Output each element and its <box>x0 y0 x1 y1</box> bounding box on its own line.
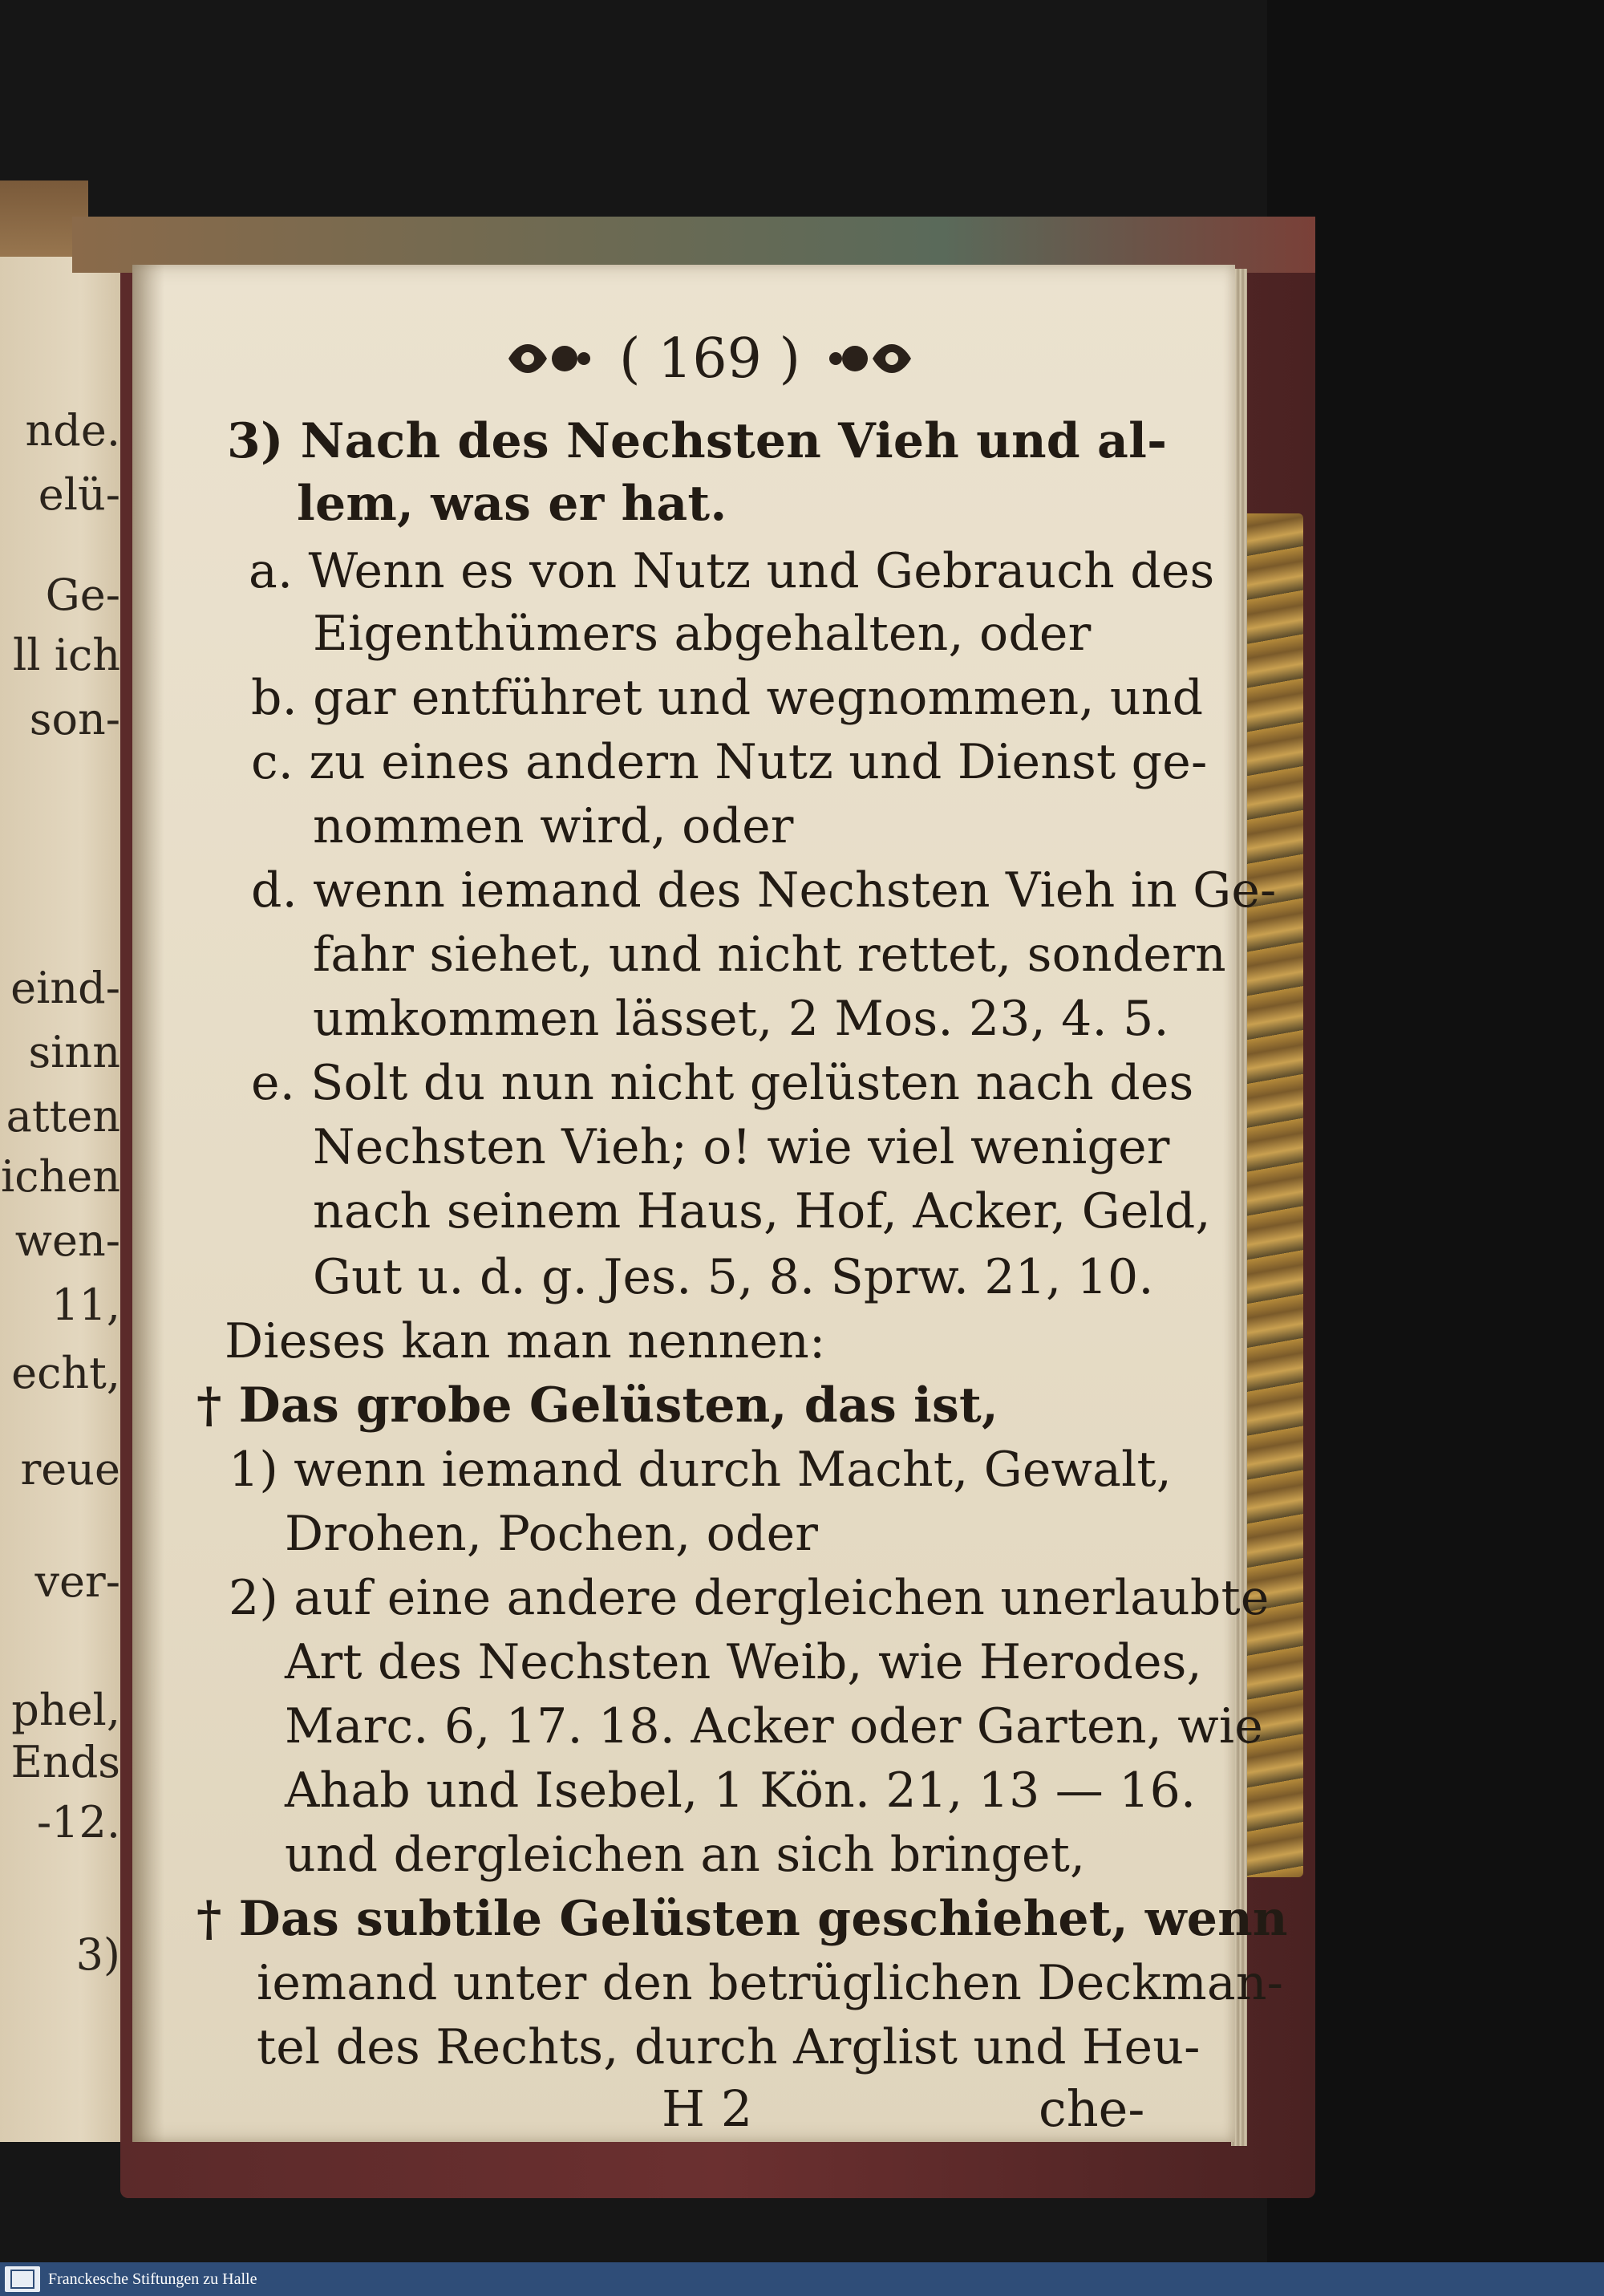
left-line: Ends <box>10 1737 120 1787</box>
text-line: lem, was er hat. <box>297 476 727 532</box>
left-line: son- <box>29 694 120 744</box>
text-line: c. zu eines andern Nutz und Dienst ge- <box>251 734 1208 790</box>
backdrop-right <box>1267 0 1604 2262</box>
left-line: eind- <box>10 963 120 1013</box>
text-line: e. Solt du nun nicht gelüsten nach des <box>251 1055 1194 1111</box>
text-line: Gut u. d. g. Jes. 5, 8. Sprw. 21, 10. <box>313 1249 1154 1305</box>
left-line: -12. <box>36 1797 120 1848</box>
left-line: 3) <box>75 1929 120 1980</box>
catchword: che- <box>1039 2079 1145 2138</box>
running-header <box>405 322 1015 395</box>
left-line: wen- <box>14 1215 120 1266</box>
text-line: Dieses kan man nennen: <box>225 1313 826 1369</box>
text-line: Art des Nechsten Weib, wie Herodes, <box>285 1634 1202 1690</box>
text-line: und dergleichen an sich bringet, <box>285 1827 1086 1883</box>
text-line: Nechsten Vieh; o! wie viel weniger <box>313 1119 1170 1175</box>
left-line: elü- <box>38 469 120 520</box>
book-page <box>132 265 1288 2142</box>
text-line: † Das subtile Gelüsten geschiehet, wenn <box>196 1891 1288 1947</box>
text-line: tel des Rechts, durch Arglist und Heu- <box>257 2019 1201 2075</box>
page-gutter-shadow <box>132 265 164 2142</box>
left-line: ver- <box>34 1556 120 1607</box>
left-line: echt, <box>11 1348 120 1398</box>
text-line: d. wenn iemand des Nechsten Vieh in Ge- <box>251 862 1277 919</box>
footer-bar <box>0 2262 1604 2296</box>
left-ornament-icon <box>504 336 592 381</box>
left-line: phel, <box>11 1685 120 1735</box>
left-line: reue <box>20 1444 120 1495</box>
page-number: ( 169 ) <box>618 327 801 391</box>
text-line: iemand unter den betrüglichen Deckman- <box>257 1955 1284 2011</box>
left-line: atten <box>6 1091 120 1142</box>
text-line: nommen wird, oder <box>313 798 794 854</box>
text-line: 1) wenn iemand durch Macht, Gewalt, <box>229 1442 1173 1498</box>
text-line: a. Wenn es von Nutz und Gebrauch des <box>249 543 1215 599</box>
text-line: † Das grobe Gelüsten, das ist, <box>196 1377 999 1434</box>
footer-label: Franckesche Stiftungen zu Halle <box>48 2270 257 2288</box>
text-line: Marc. 6, 17. 18. Acker oder Garten, wie <box>285 1698 1263 1754</box>
left-line: sinn <box>28 1027 120 1077</box>
institution-logo-icon <box>5 2266 40 2292</box>
text-line: nach seinem Haus, Hof, Acker, Geld, <box>313 1183 1211 1239</box>
text-line: Drohen, Pochen, oder <box>285 1506 819 1562</box>
text-line: Eigenthümers abgehalten, oder <box>313 606 1092 662</box>
right-ornament-icon <box>828 336 916 381</box>
left-line: ichen <box>0 1151 120 1202</box>
text-line: umkommen lässet, 2 Mos. 23, 4. 5. <box>313 991 1169 1047</box>
marbled-endpaper <box>1239 513 1303 1877</box>
text-line: fahr siehet, und nicht rettet, sondern <box>313 927 1226 983</box>
printer-signature: H 2 <box>662 2079 753 2138</box>
text-line: b. gar entführet und wegnommen, und <box>251 670 1204 726</box>
left-line: Ge- <box>45 570 120 620</box>
left-line: 11, <box>51 1280 120 1330</box>
left-page <box>0 257 138 2142</box>
text-line: 3) Nach des Nechsten Vieh und al- <box>227 413 1168 469</box>
text-line: 2) auf eine andere dergleichen unerlaubte <box>229 1570 1270 1626</box>
left-line: nde. <box>25 405 120 456</box>
left-line: ll ich <box>13 630 120 680</box>
text-line: Ahab und Isebel, 1 Kön. 21, 13 — 16. <box>285 1763 1197 1819</box>
